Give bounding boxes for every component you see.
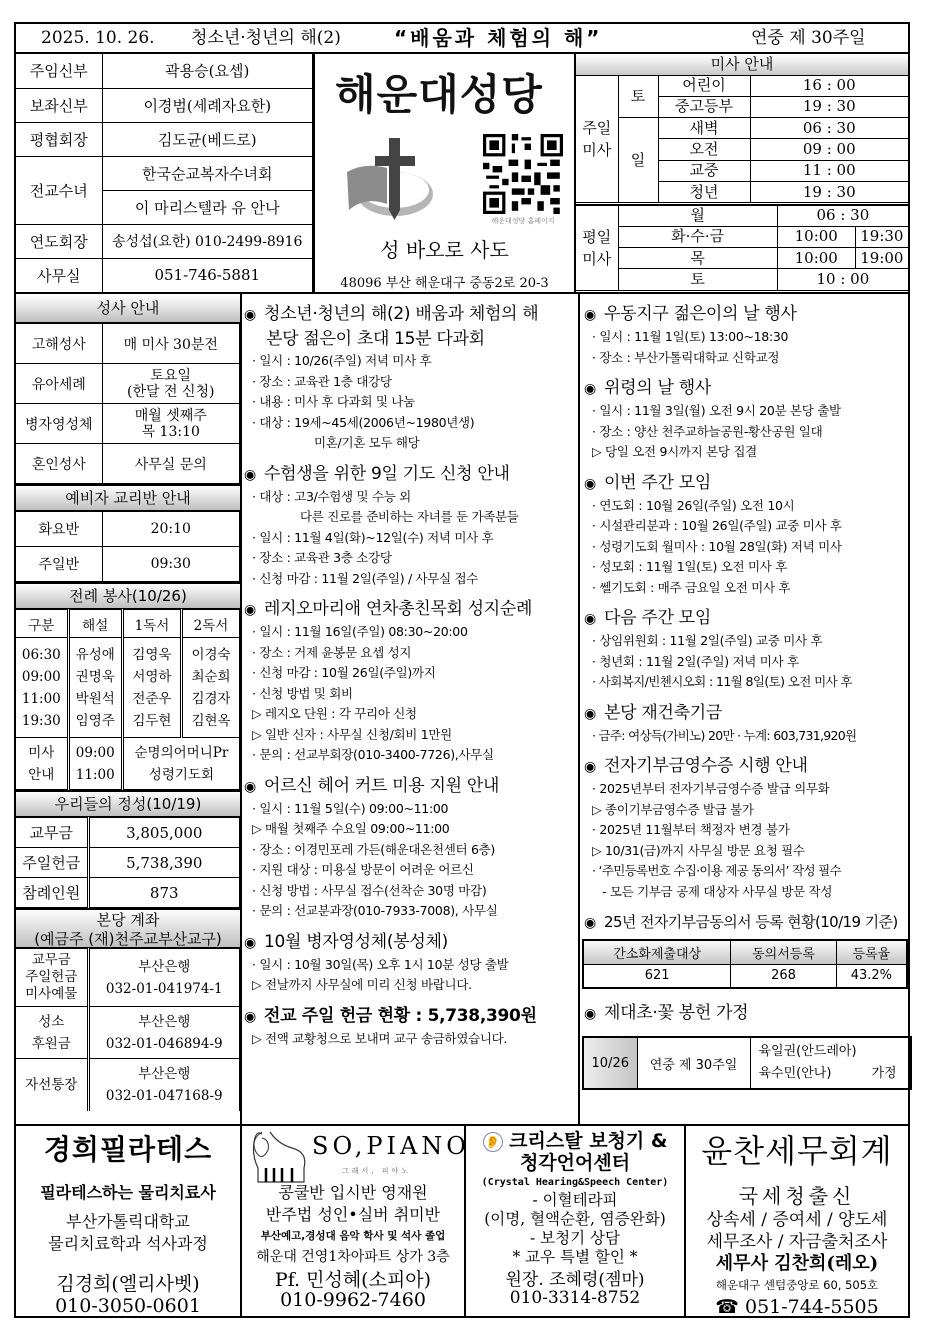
mass-name: 오전 [658, 139, 750, 160]
sunday-mass-label: 주일 미사 [576, 75, 618, 203]
catechumen-table [16, 511, 240, 582]
notice-title: ◉ 레지오마리애 연차총친목회 성지순례 [244, 597, 578, 622]
radio-bullet-icon: ◉ [244, 934, 256, 951]
radio-bullet-icon: ◉ [244, 466, 256, 483]
notice-item: 다른 진로를 준비하는 자녀를 둔 가족분들 [300, 509, 519, 524]
reg-header: 등록율 [836, 940, 907, 964]
sacrament-name: 혼인성사 [16, 444, 102, 484]
notice-item: · 대상 : 고3/수험생 및 수능 외 [252, 488, 411, 504]
ad-contact-name: Pf. 민성혜(소피아) [274, 1269, 432, 1291]
staff-role: 전교수녀 [16, 156, 102, 224]
notice-item: · 일시 : 10/26(주일) 저녁 미사 후 [252, 353, 432, 368]
notice-item: ▷ 일반 신자 : 사무실 신청/회비 1만원 [252, 726, 452, 742]
notice-next-week [584, 606, 908, 693]
radio-bullet-icon: ◉ [244, 778, 256, 795]
staff-role: 연도회장 [16, 224, 102, 258]
radio-bullet-icon: ◉ [584, 381, 596, 397]
liturgy-header: 해설 [68, 610, 122, 638]
notice-item: · 일시 : 11월 16일(주일) 08:30~20:00 [252, 624, 468, 639]
notice-title: ◉ 이번 주간 모임 [584, 471, 908, 496]
staff-role: 주임신부 [16, 54, 102, 88]
ad-line: 세무조사 / 자금출처조사 [706, 1232, 888, 1252]
radio-bullet-icon: ◉ [584, 611, 596, 627]
liturgical-week: 연중 제 30주일 [751, 28, 866, 48]
catechumen-title: 예비자 교리반 안내 [16, 484, 240, 511]
weekday-name: 화·수·금 [618, 226, 777, 247]
arrow-icon: ▷ [252, 726, 262, 742]
ad-address: 해운대구 센텀중앙로 60, 505호 [715, 1278, 879, 1292]
class-name: 주일반 [16, 547, 102, 582]
notice-title: ◉ 어르신 헤어 커트 미용 지원 안내 [244, 774, 578, 799]
divider [16, 292, 908, 294]
mass-guide-label: 미사 안내 [16, 738, 68, 790]
notice-title: ◉ 전교 주일 헌금 현황 : 5,738,390원 [244, 1004, 578, 1029]
ad-tax[interactable] [684, 1126, 908, 1316]
ad-title: 윤찬세무회계 [701, 1132, 893, 1170]
notice-legio-pilgrimage [244, 597, 578, 766]
sacraments-title: 성사 안내 [16, 296, 240, 323]
notice-item: · 장소 : 거제 윤봉문 요셉 성지 [252, 644, 412, 660]
notice-item: · 성령기도회 월미사 : 10월 28일(화) 저녁 미사 [592, 538, 842, 554]
ad-contact-name: 김경희(엘리사벳) [56, 1273, 200, 1295]
offering-label: 주일헌금 [16, 848, 88, 878]
ad-contact-name: 세무사 김찬희(레오) [715, 1253, 879, 1274]
notice-title: ◉ 청소년·청년의 해(2) 배움과 체험의 해 본당 젊은이 초대 15분 다과회 [244, 304, 539, 349]
liturgy-reader2: 이경숙 최순희 김경자 김현옥 [182, 638, 240, 738]
notice-item: ▷ 전날까지 사무실에 미리 신청 바랍니다. [252, 977, 472, 992]
reg-header: 간소화제출대상 [583, 940, 731, 964]
mass-time: 09 : 00 [750, 139, 908, 160]
liturgy-header: 구분 [16, 610, 68, 638]
sunday-label: 일 [618, 118, 658, 203]
notice-item: · 장소 : 이경민포레 가든(해운대온천센터 6층) [252, 841, 495, 857]
qr-caption: 해운대성당 홈페이지 [491, 217, 555, 225]
notice-item: ▷ 매월 첫째주 수요일 09:00~11:00 [252, 821, 450, 836]
piano-brand-sub: 그래서, 피아노 [342, 1167, 412, 1175]
ad-line: - 이혈테라피 [532, 1191, 618, 1209]
weekday-name: 월 [618, 205, 777, 226]
notice-item: · 성모회 : 11월 1일(토) 오전 미사 후 [592, 559, 787, 574]
ad-contact-name: 원장. 조혜령(젬마) [505, 1270, 645, 1290]
ad-subtitle: 국세청출신 [738, 1184, 856, 1208]
liturgy-title: 전례 봉사(10/26) [16, 582, 240, 609]
weekday-time: 10:00 [777, 248, 855, 269]
notice-title: ◉ 25년 전자기부금동의서 등록 현황(10/19 기준) [584, 910, 908, 935]
flower-table [582, 1036, 912, 1090]
staff-table [16, 54, 313, 292]
arrow-icon: ▷ [252, 1030, 262, 1046]
qr-code-icon[interactable] [483, 134, 563, 214]
class-name: 화요반 [16, 512, 102, 547]
notice-title: ◉ 우동지구 젊은이의 날 행사 [584, 302, 908, 327]
notice-item: · 대상 : 19세~45세(2006년~1980년생) [252, 414, 475, 430]
ad-line: - 보청기 상담 [530, 1229, 620, 1247]
notice-mission-offering [244, 1004, 578, 1050]
notice-item: · 금주: 여상득(가비노) 20만 · 누계: 603,731,920원 [592, 727, 857, 743]
mass-time: 19 : 30 [750, 96, 908, 117]
notice-item: · 상임위원회 : 11월 2일(주일) 교중 미사 후 [592, 633, 823, 648]
notice-exam-prayer [244, 462, 578, 590]
reg-value: 43.2% [836, 964, 907, 988]
reg-header: 동의서등록 [731, 940, 836, 964]
offering-table [16, 817, 240, 908]
notice-item: · 청년회 : 11월 2일(주일) 저녁 미사 후 [592, 653, 799, 669]
ad-line: 상속세 / 증여세 / 양도세 [706, 1210, 888, 1230]
weekday-time: 06 : 30 [777, 205, 908, 226]
notice-item: · 사회복지/빈첸시오회 : 11월 8일(토) 오전 미사 후 [592, 674, 852, 689]
ad-title: 경희필라테스 [43, 1133, 213, 1166]
ad-phone: 010-3050-0601 [55, 1295, 201, 1317]
ad-line: 부산가톨릭대학교 [66, 1212, 190, 1231]
staff-name: 이 마리스텔라 유 안나 [102, 190, 313, 224]
staff-role: 사무실 [16, 258, 102, 292]
weekday-time: 19:30 [855, 226, 908, 247]
right-notices-column [584, 302, 908, 1098]
ear-icon: 👂 [483, 1132, 503, 1152]
bulletin-date: 2025. 10. 26. [41, 28, 155, 48]
arrow-icon: ▷ [592, 842, 602, 858]
notice-item: ▷ 당일 오전 9시까지 본당 집결 [592, 444, 757, 459]
notice-item: · 시설관리분과 : 10월 26일(주일) 교중 미사 후 [592, 518, 842, 533]
notice-item: · 신청 방법 : 사무실 접수(선착순 30명 마감) [252, 882, 487, 898]
mass-name: 중고등부 [658, 96, 750, 117]
sacrament-info: 사무실 문의 [102, 444, 240, 484]
sacrament-name: 고해성사 [16, 324, 102, 364]
ads-section [16, 1126, 908, 1316]
radio-bullet-icon: ◉ [244, 602, 256, 618]
offering-value: 3,805,000 [88, 818, 240, 848]
notice-title: ◉ 제대초·꽃 봉헌 가정 [584, 1001, 908, 1026]
sacrament-name: 유아세례 [16, 364, 102, 404]
notice-title: ◉ 본당 재건축기금 [584, 701, 908, 726]
notice-title: ◉ 다음 주간 모임 [584, 606, 908, 631]
church-name: 해운대성당 [335, 70, 543, 119]
liturgy-table [16, 609, 240, 790]
notice-item: · 일시 : 11월 1일(토) 13:00~18:30 [592, 329, 789, 344]
notice-item: · 쎌기도회 : 매주 금요일 오전 미사 후 [592, 579, 791, 595]
mass-time: 06 : 30 [750, 118, 908, 139]
arrow-icon: ▷ [592, 801, 602, 817]
church-emblem-icon [345, 134, 435, 224]
liturgy-reader1: 김영욱 서영하 전준우 김두현 [122, 638, 181, 738]
reg-value: 268 [731, 964, 836, 988]
weekday-name: 목 [618, 248, 777, 269]
notice-e-receipt [584, 754, 908, 902]
registration-status [584, 910, 908, 989]
weekday-time: 10:00 [777, 226, 855, 247]
notice-item: · 2025년 11월부터 책정자 변경 불가 [592, 822, 790, 837]
weekday-time: 10 : 00 [777, 269, 908, 290]
notice-title: ◉ 10월 병자영성체(봉성체) [244, 930, 578, 955]
accounts-table [16, 948, 240, 1111]
mass-time: 11 : 00 [750, 160, 908, 181]
flower-families: 육일권(안드레아) 육수민(안나) 가정 [750, 1037, 911, 1089]
notice-item: ▷ 10/31(금)까지 사무실 방문 요청 필수 [592, 842, 805, 858]
notice-item: · 신청 방법 및 회비 [252, 685, 353, 701]
staff-name: 051-746-5881 [102, 258, 313, 292]
church-logo-block [313, 54, 576, 294]
ad-title-en: (Crystal Hearing&Speech Center) [481, 1177, 669, 1188]
account-number: 부산은행 032-01-047168-9 [88, 1059, 240, 1111]
ad-phone: ☎ 051-744-5505 [715, 1296, 879, 1318]
flower-week: 연중 제 30주일 [637, 1037, 750, 1089]
column-divider [240, 292, 242, 1126]
radio-bullet-icon: ◉ [584, 1006, 596, 1022]
radio-bullet-icon: ◉ [244, 307, 256, 323]
notice-item: · 연도회 : 10월 26일(주일) 오전 10시 [592, 497, 795, 513]
ad-phone: 010-9962-7460 [280, 1289, 426, 1311]
liturgy-commentators: 유성애 권명욱 박원석 임영주 [68, 638, 122, 738]
account-purpose: 교무금 주일헌금 미사예물 [16, 949, 88, 1007]
ad-line: 콩쿨반 입시반 영재원 [278, 1183, 428, 1202]
staff-name: 한국순교복자수녀회 [102, 156, 313, 190]
notice-item: · 문의 : 선교부회장(010-3400-7726),사무실 [252, 747, 494, 762]
patron-saint: 성 바오로 사도 [380, 238, 509, 262]
weekday-mass-label: 평일 미사 [576, 205, 618, 290]
year-theme: 청소년·청년의 해(2) [191, 28, 341, 48]
header-bar [16, 24, 908, 54]
mass-name: 교중 [658, 160, 750, 181]
offering-label: 교무금 [16, 818, 88, 848]
notice-youth-tea [244, 302, 578, 454]
staff-row [16, 258, 313, 292]
arrow-icon: ▷ [252, 977, 262, 992]
notice-rebuild-fund [584, 701, 908, 747]
middle-notices-column [244, 302, 578, 1057]
left-info-column [16, 296, 240, 1111]
sacrament-info: 매월 셋째주 목 13:10 [102, 404, 240, 444]
notice-item: · 일시 : 11월 5일(수) 09:00~11:00 [252, 800, 449, 816]
liturgy-header: 2독서 [182, 610, 240, 638]
notice-item: · 신청 마감 : 10월 26일(주일)까지 [252, 665, 436, 680]
year-slogan: “배움과 체험의 해” [394, 26, 603, 50]
mass-guide-times: 09:00 11:00 [68, 738, 122, 790]
notice-item: · 장소 : 교육관 3층 소강당 [252, 550, 392, 565]
accounts-title: 본당 계좌 (예금주 (재)천주교부산교구) [16, 908, 240, 948]
staff-name: 이경범(세례자요한) [102, 88, 313, 122]
piano-logo [242, 1126, 470, 1182]
saturday-label: 토 [618, 75, 658, 118]
staff-row [16, 156, 313, 190]
bulletin-page [14, 22, 910, 1318]
notice-item: · 신청 마감 : 11월 2일(주일) / 사무실 접수 [252, 570, 479, 586]
ad-piano[interactable] [240, 1126, 470, 1316]
mass-schedule-title: 미사 안내 [576, 54, 908, 75]
ad-title: 👂 크리스탈 보청기 & [466, 1130, 684, 1152]
staff-row [16, 122, 313, 156]
staff-row [16, 224, 313, 258]
radio-bullet-icon: ◉ [584, 915, 596, 931]
notice-youth-day [584, 302, 908, 368]
staff-role: 보좌신부 [16, 88, 102, 122]
account-number: 부산은행 032-01-041974-1 [88, 949, 240, 1007]
staff-row [16, 88, 313, 122]
ad-address: 해운대 건영1차아파트 상가 3층 [256, 1249, 450, 1265]
sacraments-table [16, 323, 240, 484]
piano-brand: SO,PIANO [312, 1132, 470, 1160]
account-purpose: 성소 후원금 [16, 1007, 88, 1059]
ad-line: 부산예고,경성대 음악 학사 및 석사 졸업 [260, 1230, 446, 1242]
offering-label: 참례인원 [16, 878, 88, 908]
flower-date: 10/26 [583, 1037, 637, 1089]
registration-table [582, 939, 908, 989]
radio-bullet-icon: ◉ [584, 307, 596, 323]
notice-item: ▷ 전액 교황청으로 보내며 교구 송금하였습니다. [252, 1030, 508, 1046]
notice-item: ▷ 레지오 단원 : 각 꾸리아 신청 [252, 706, 417, 721]
ad-phone: 010-3314-8752 [509, 1288, 641, 1308]
sacrament-name: 병자영성체 [16, 404, 102, 444]
notice-this-week [584, 471, 908, 599]
notice-item: · 장소 : 교육관 1층 대강당 [252, 373, 392, 389]
liturgy-times: 06:30 09:00 11:00 19:30 [16, 638, 68, 738]
class-time: 09:30 [102, 547, 240, 582]
church-address: 48096 부산 해운대구 중동2로 20-3 [340, 276, 549, 291]
notice-sick-communion [244, 930, 578, 996]
sacrament-info: 매 미사 30분전 [102, 324, 240, 364]
ad-pilates[interactable] [16, 1126, 240, 1316]
radio-bullet-icon: ◉ [584, 705, 596, 722]
sacrament-info: 토요일 (한달 전 신청) [102, 364, 240, 404]
mass-time: 16 : 00 [750, 75, 908, 96]
ad-line: * 교우 특별 할인 * [512, 1248, 638, 1266]
mass-name: 청년 [658, 181, 750, 202]
weekday-time: 19:00 [855, 248, 908, 269]
ad-line: (이명, 혈액순환, 염증완화) [484, 1210, 666, 1228]
mass-time: 19 : 30 [750, 181, 908, 202]
notice-title: ◉ 수험생을 위한 9일 기도 신청 안내 [244, 462, 578, 487]
notice-item: · 일시 : 10월 30일(목) 오후 1시 10분 성당 출발 [252, 956, 509, 972]
notice-title: ◉ 위령의 날 행사 [584, 376, 908, 401]
notice-item: · 2025년부터 전자기부금영수증 발급 의무화 [592, 781, 830, 796]
staff-name: 김도균(베드로) [102, 122, 313, 156]
arrow-icon: ▷ [252, 706, 262, 721]
account-number: 부산은행 032-01-046894-9 [88, 1007, 240, 1059]
notice-title: ◉ 전자기부금영수증 시행 안내 [584, 754, 908, 779]
radio-bullet-icon: ◉ [584, 475, 596, 492]
staff-name: 곽용승(요셉) [102, 54, 313, 88]
notice-item: · 장소 : 부산가톨릭대학교 신학교정 [592, 349, 780, 365]
notice-item: · 일시 : 11월 4일(화)~12일(수) 저녁 미사 후 [252, 529, 494, 545]
account-purpose: 자선통장 [16, 1059, 88, 1111]
notice-item: 미혼/기혼 모두 해당 [314, 435, 420, 450]
notice-item: ▷ 종이기부금영수증 발급 불가 [592, 801, 754, 817]
notice-item: · 문의 : 선교분과장(010-7933-7008), 사무실 [252, 903, 498, 918]
notice-all-souls [584, 376, 908, 463]
staff-name: 송성섭(요한) 010-2499-8916 [102, 224, 313, 258]
weekday-mass-table [576, 204, 908, 291]
arrow-icon: ▷ [252, 821, 262, 836]
ad-line: 물리치료학과 석사과정 [48, 1234, 208, 1253]
column-divider [578, 292, 580, 1126]
notice-haircut [244, 774, 578, 922]
liturgy-header: 1독서 [122, 610, 181, 638]
offering-value: 873 [88, 878, 240, 908]
ad-line: 반주법 성인•실버 취미반 [265, 1205, 441, 1224]
radio-bullet-icon: ◉ [584, 759, 596, 775]
staff-role: 평협회장 [16, 122, 102, 156]
ad-hearing[interactable] [464, 1126, 684, 1316]
notice-item: · 장소 : 양산 천주교하늘공원-황산공원 일대 [592, 423, 823, 439]
staff-row [16, 54, 313, 88]
arrow-icon: ▷ [592, 444, 602, 459]
piano-icon [248, 1128, 310, 1184]
mass-schedule-table [576, 54, 908, 203]
radio-bullet-icon: ◉ [244, 1008, 256, 1025]
class-time: 20:10 [102, 512, 240, 547]
mass-name: 어린이 [658, 75, 750, 96]
weekday-name: 토 [618, 269, 777, 290]
offering-value: 5,738,390 [88, 848, 240, 878]
notice-item: · 지원 대상 : 미용실 방문이 어려운 어르신 [252, 862, 474, 877]
ad-title: 청각언어센터 [519, 1152, 631, 1174]
notice-item: - 모든 기부금 공제 대상자 사무실 방문 작성 [602, 883, 833, 899]
notice-item: · 내용 : 미사 후 다과회 및 나눔 [252, 394, 415, 409]
flower-offering [584, 1001, 908, 1090]
offering-title: 우리들의 정성(10/19) [16, 790, 240, 817]
reg-value: 621 [583, 964, 731, 988]
notice-item: · ‘주민등록번호 수집·이용 제공 동의서’ 작성 필수 [592, 863, 841, 878]
notice-item: · 일시 : 11월 3일(월) 오전 9시 20분 본당 출발 [592, 403, 841, 418]
mass-guide-groups: 순명의어머니Pr 성령기도회 [122, 738, 239, 790]
ad-subtitle: 필라테스하는 물리치료사 [40, 1183, 216, 1202]
mass-name: 새벽 [658, 118, 750, 139]
